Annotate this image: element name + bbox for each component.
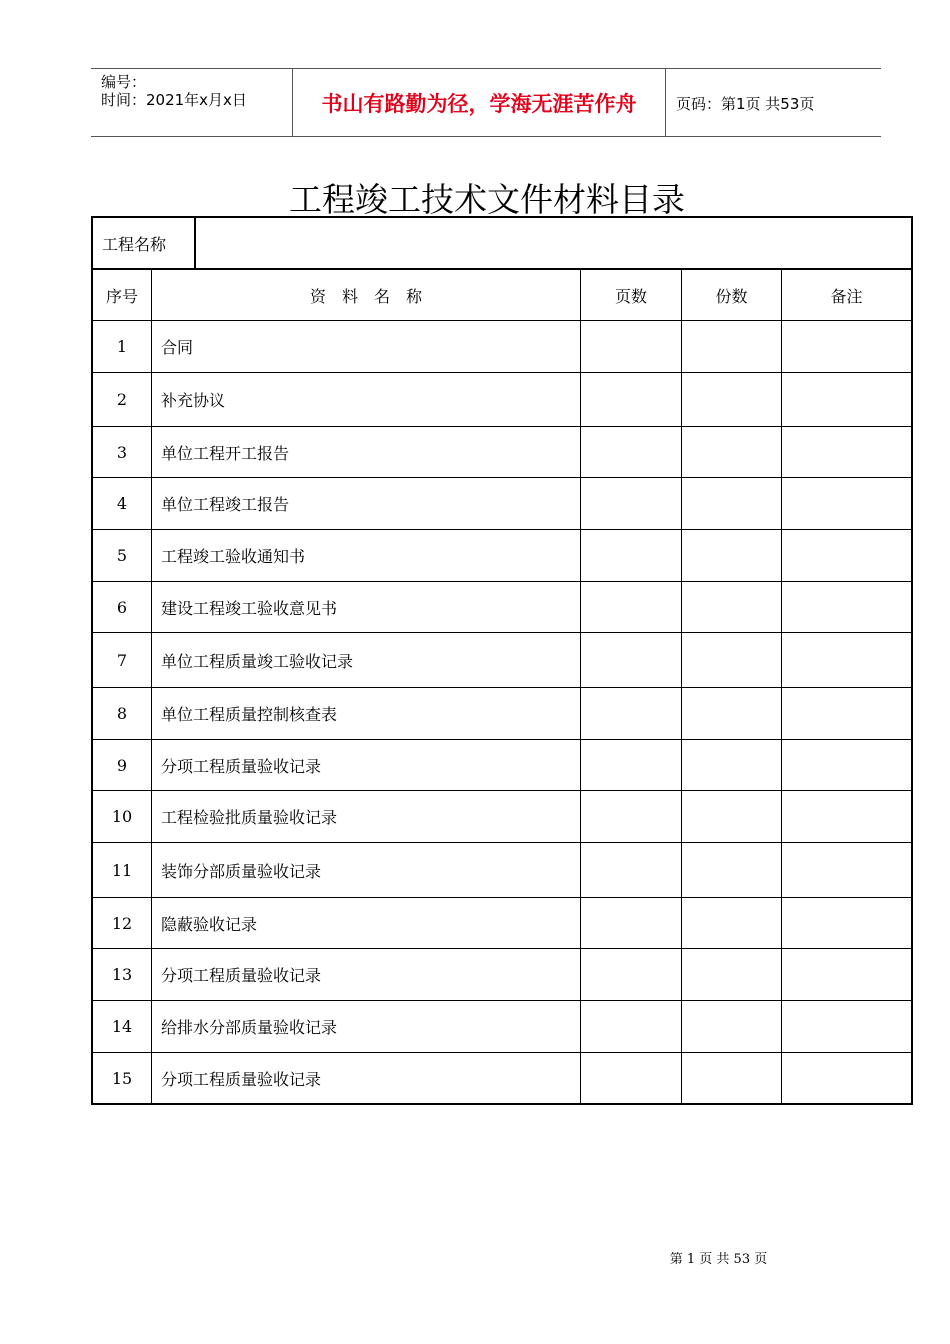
remarks-cell[interactable] [782,949,911,1000]
pages-cell[interactable] [581,898,682,948]
document-name: 分项工程质量验收记录 [152,740,581,790]
copies-cell[interactable] [682,688,782,739]
column-header-remarks: 备注 [830,286,863,306]
document-name: 工程检验批质量验收记录 [152,791,581,842]
table-row [93,898,911,949]
copies-cell[interactable] [682,1053,782,1103]
table-row [93,427,911,478]
remarks-cell[interactable] [782,582,911,632]
table-row [93,321,911,373]
project-name-row [93,218,911,270]
pages-cell[interactable] [581,843,682,897]
remarks-cell[interactable] [782,530,911,581]
table-row [93,843,911,898]
row-number: 7 [93,633,152,687]
remarks-cell[interactable] [782,1001,911,1052]
project-name-label: 工程名称 [93,218,196,268]
page-footer: 第 1 页 共 53 页 [669,1252,768,1267]
pages-cell[interactable] [581,427,682,477]
table-header-row [93,270,911,321]
row-number: 8 [93,688,152,739]
row-number: 3 [93,427,152,477]
remarks-cell[interactable] [782,1053,911,1103]
document-name: 单位工程质量竣工验收记录 [152,633,581,687]
table-row [93,740,911,791]
copies-cell[interactable] [682,633,782,687]
table-row [93,688,911,740]
row-number: 4 [93,478,152,529]
column-header-copies: 份数 [682,270,782,320]
header-motto: 书山有路勤为径，学海无涯苦作舟 [293,69,666,136]
column-header-name: 资 料 名 称 [152,270,581,320]
remarks-cell[interactable] [782,427,911,477]
remarks-cell[interactable] [782,633,911,687]
column-header-pages: 页数 [581,270,682,320]
page-header [91,68,881,137]
copies-cell[interactable] [682,1001,782,1052]
copies-cell[interactable] [682,321,782,372]
row-number: 5 [93,530,152,581]
table-row [93,373,911,427]
pages-cell[interactable] [581,1001,682,1052]
project-name-field[interactable] [196,218,911,268]
pages-cell[interactable] [581,321,682,372]
serial-number-label: 编号： [101,73,147,91]
column-header-no: 序号 [93,270,152,320]
row-number: 10 [93,791,152,842]
pages-cell[interactable] [581,582,682,632]
row-number: 14 [93,1001,152,1052]
pages-cell[interactable] [581,791,682,842]
pages-cell[interactable] [581,530,682,581]
table-row [93,1053,911,1103]
table-row [93,582,911,633]
remarks-cell[interactable] [782,898,911,948]
document-name: 单位工程质量控制核查表 [152,688,581,739]
row-number: 9 [93,740,152,790]
remarks-cell[interactable] [782,791,911,842]
row-number: 11 [93,843,152,897]
remarks-cell[interactable] [782,740,911,790]
table-row [93,633,911,688]
document-name: 单位工程开工报告 [152,427,581,477]
table-row [93,791,911,843]
document-name: 分项工程质量验收记录 [152,949,581,1000]
document-name: 工程竣工验收通知书 [152,530,581,581]
copies-cell[interactable] [682,843,782,897]
date-label: 时间：2021年x月x日 [101,91,247,109]
copies-cell[interactable] [682,530,782,581]
document-name: 给排水分部质量验收记录 [152,1001,581,1052]
copies-cell[interactable] [682,740,782,790]
copies-cell[interactable] [682,373,782,426]
copies-cell[interactable] [682,478,782,529]
document-name: 装饰分部质量验收记录 [152,843,581,897]
row-number: 6 [93,582,152,632]
document-name: 合同 [152,321,581,372]
document-name: 补充协议 [152,373,581,426]
row-number: 1 [93,321,152,372]
row-number: 15 [93,1053,152,1103]
document-name: 隐蔽验收记录 [152,898,581,948]
header-page-info: 页码：第1页 共53页 [676,95,815,113]
copies-cell[interactable] [682,898,782,948]
remarks-cell[interactable] [782,688,911,739]
copies-cell[interactable] [682,791,782,842]
pages-cell[interactable] [581,478,682,529]
table-row [93,478,911,530]
document-name: 分项工程质量验收记录 [152,1053,581,1103]
materials-table [91,216,913,1105]
remarks-cell[interactable] [782,843,911,897]
table-row [93,949,911,1001]
pages-cell[interactable] [581,1053,682,1103]
row-number: 13 [93,949,152,1000]
remarks-cell[interactable] [782,321,911,372]
remarks-cell[interactable] [782,373,911,426]
remarks-cell[interactable] [782,478,911,529]
pages-cell[interactable] [581,688,682,739]
copies-cell[interactable] [682,949,782,1000]
document-name: 单位工程竣工报告 [152,478,581,529]
copies-cell[interactable] [682,427,782,477]
table-row [93,530,911,582]
pages-cell[interactable] [581,373,682,426]
document-title: 工程竣工技术文件材料目录 [289,180,685,219]
pages-cell[interactable] [581,949,682,1000]
header-meta [91,69,293,136]
row-number: 2 [93,373,152,426]
row-number: 12 [93,898,152,948]
table-row [93,1001,911,1053]
pages-cell[interactable] [581,633,682,687]
copies-cell[interactable] [682,582,782,632]
pages-cell[interactable] [581,740,682,790]
document-name: 建设工程竣工验收意见书 [152,582,581,632]
